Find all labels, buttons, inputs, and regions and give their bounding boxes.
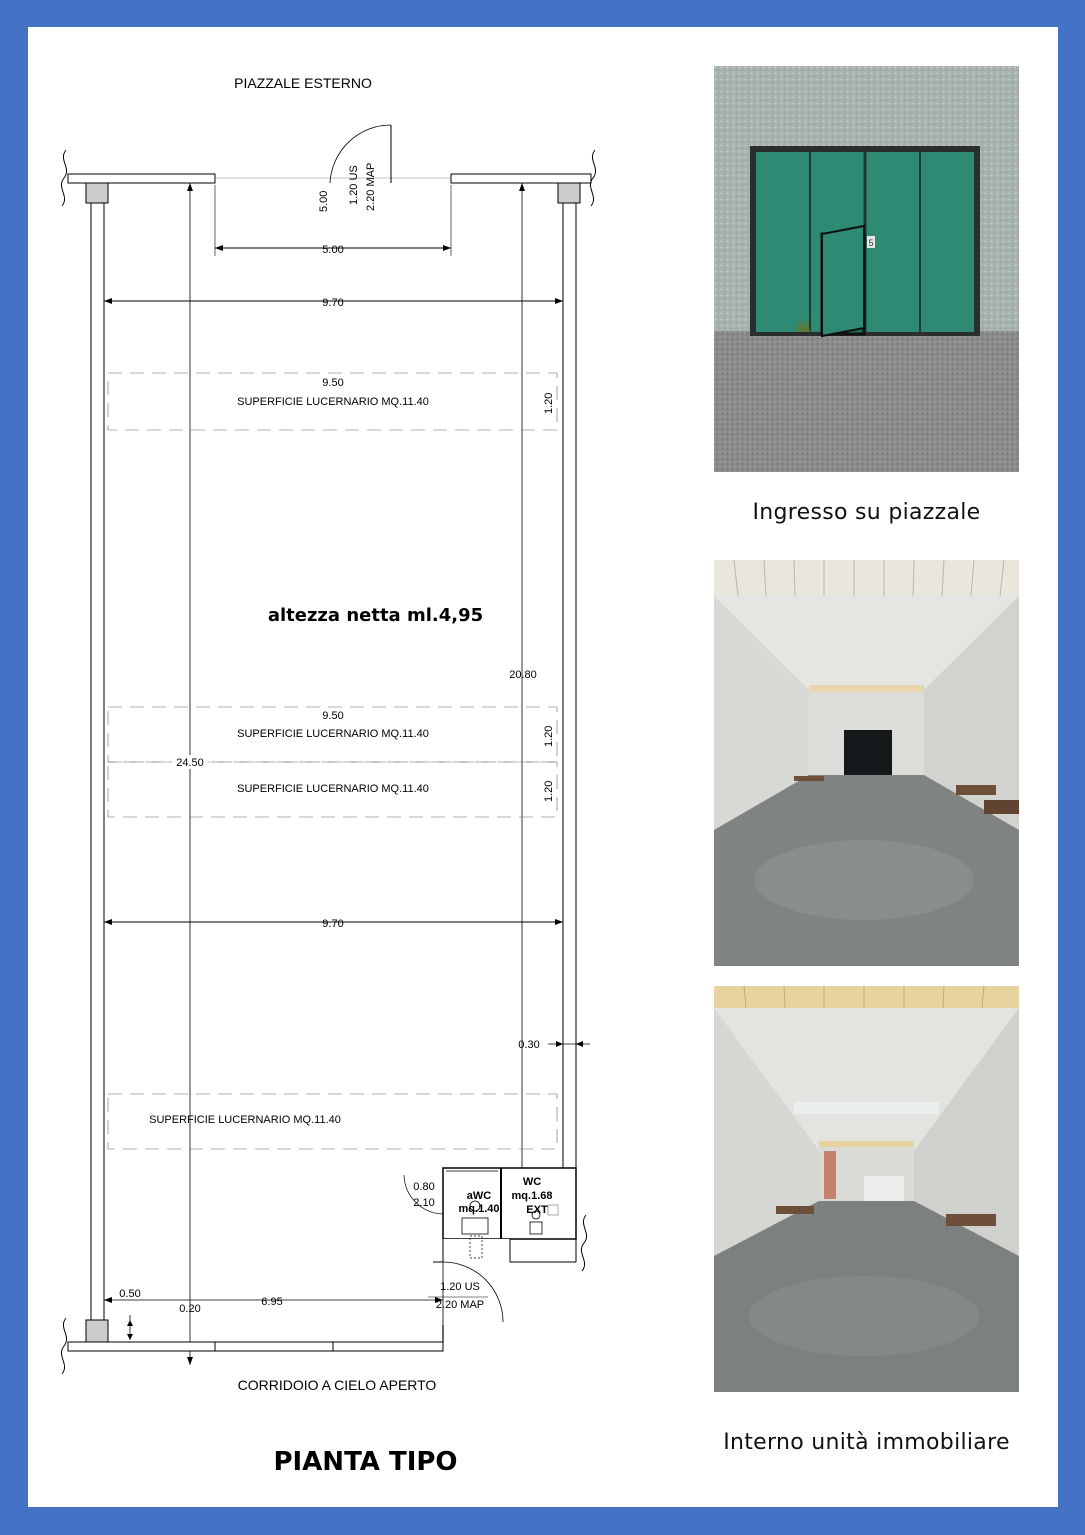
entrance-photo	[714, 66, 1019, 472]
skylight-4-label: SUPERFICIE LUCERNARIO MQ.11.40	[149, 1114, 341, 1126]
door-width-top: 5.00	[322, 244, 344, 256]
door-map-top: 2.20 MAP	[365, 162, 377, 211]
entrance-caption: Ingresso su piazzale	[752, 500, 981, 525]
corner-offset: 0.50	[119, 1288, 141, 1300]
skylight-3-depth: 1.20	[543, 780, 555, 802]
wc-name: WC	[522, 1176, 542, 1188]
skylight-2-width: 9.50	[322, 710, 344, 722]
corridor-label: CORRIDOIO A CIELO APERTO	[237, 1377, 437, 1393]
length-right: 20.80	[509, 669, 537, 681]
skylight-3-label: SUPERFICIE LUCERNARIO MQ.11.40	[237, 783, 429, 795]
floor-plan	[28, 27, 688, 1507]
length-left: 24.50	[176, 757, 204, 769]
door-map-bottom: 2.20 MAP	[435, 1299, 485, 1311]
plan-title: PIANTA TIPO	[273, 1447, 458, 1477]
wc-area: mq.1.68	[511, 1190, 553, 1202]
skylight-2-depth: 1.20	[543, 725, 555, 747]
wall-bottom-dim: 0.20	[179, 1303, 201, 1315]
door-us-top: 1.20 US	[348, 165, 360, 205]
skylight-1-depth: 1.20	[543, 392, 555, 414]
net-height-label: altezza netta ml.4,95	[267, 605, 484, 626]
skylight-2-label: SUPERFICIE LUCERNARIO MQ.11.40	[237, 728, 429, 740]
wc-door-height: 2.10	[413, 1197, 435, 1209]
interior-caption: Interno unità immobiliare	[723, 1430, 1010, 1455]
exterior-yard-label: PIAZZALE ESTERNO	[234, 75, 372, 91]
corridor-length: 6.95	[261, 1296, 283, 1308]
interior-photo-2	[714, 986, 1019, 1392]
width-bottom: 9.70	[322, 918, 344, 930]
door-number: 5	[868, 238, 874, 248]
width-top: 9.70	[322, 297, 344, 309]
skylight-1-width: 9.50	[322, 377, 344, 389]
door-us-bottom: 1.20 US	[440, 1281, 480, 1293]
wc-note: EXT	[526, 1204, 548, 1216]
antiwc-area: mq.1.40	[458, 1203, 500, 1215]
antiwc-name: aWC	[466, 1190, 492, 1202]
skylight-1-label: SUPERFICIE LUCERNARIO MQ.11.40	[237, 396, 429, 408]
door-height-top: 5.00	[318, 190, 330, 212]
wc-door-width: 0.80	[413, 1181, 435, 1193]
wall-thickness: 0.30	[518, 1039, 540, 1051]
interior-photo-1	[714, 560, 1019, 966]
